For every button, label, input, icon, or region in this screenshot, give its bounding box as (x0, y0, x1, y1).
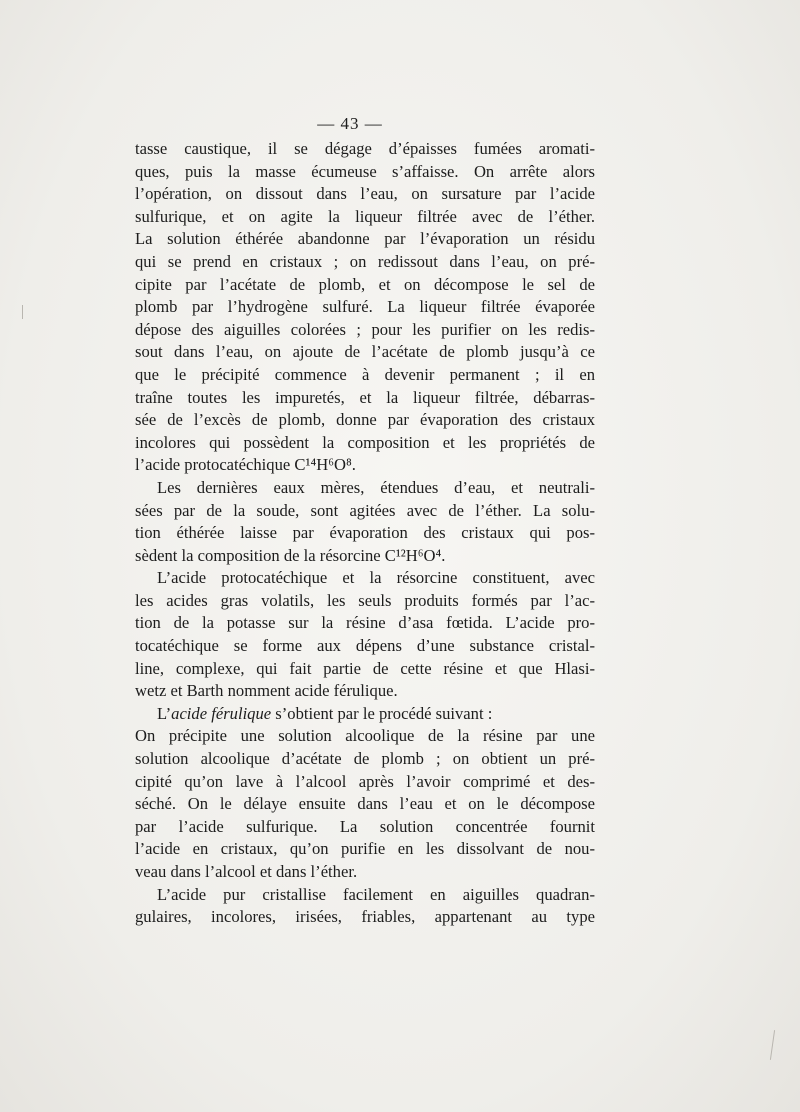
text-line: cipite par l’acétate de plomb, et on décompose le sel de (135, 274, 595, 294)
text-line: sée de l’excès de plomb, donne par évaporation des cristaux (135, 410, 595, 430)
text-line: par l’acide sulfurique. La solution concentrée fournit (135, 816, 595, 836)
margin-mark-right (770, 1030, 775, 1060)
text-line: traîne toutes les impuretés, et la liqueur filtrée, débarras- (135, 387, 595, 407)
text-line: cipité qu’on lave à l’alcool après l’avoir comprimé et des- (135, 771, 595, 791)
text-line: qui se prend en cristaux ; on redissout dans l’eau, on pré- (135, 251, 595, 271)
text-line: sées par de la soude, sont agitées avec de l’éther. La solu- (135, 500, 595, 520)
body-text (135, 138, 595, 929)
text-line: Les dernières eaux mères, étendues d’eau, et neutrali- (157, 477, 595, 497)
text-line: l’opération, on dissout dans l’eau, on sursature par l’acide (135, 184, 595, 204)
text-line: incolores qui possèdent la composition et les propriétés de (135, 432, 595, 452)
text-line: On précipite une solution alcoolique de la résine par une (135, 726, 595, 746)
text-line: les acides gras volatils, les seuls produits formés par l’ac- (135, 590, 595, 610)
text-line: ques, puis la masse écumeuse s’affaisse. On arrête alors (135, 161, 595, 181)
text-line: veau dans l’alcool et dans l’éther. (135, 862, 358, 881)
text-line: plomb par l’hydrogène sulfuré. La liqueur filtrée évaporée (135, 297, 595, 317)
text-line: tasse caustique, il se dégage d’épaisses fumées aromati- (135, 139, 595, 158)
text-line: L’acide protocatéchique et la résorcine constituent, avec (157, 568, 595, 588)
text-line: tion de la potasse sur la résine d’asa fœtida. L’acide pro- (135, 613, 595, 633)
text-line: tion éthérée laisse par évaporation des cristaux qui pos- (135, 523, 595, 543)
text-line: sout dans l’eau, on ajoute de l’acétate de plomb jusqu’à ce (135, 342, 595, 362)
text-line: sulfurique, et on agite la liqueur filtrée avec de l’éther. (135, 206, 595, 226)
text-line: l’acide en cristaux, qu’on purifie en les dissolvant de nou- (135, 839, 595, 859)
italic-term: acide férulique (171, 703, 272, 723)
text-line: séché. On le délaye ensuite dans l’eau et on le décompose (135, 794, 595, 814)
text-line: tocatéchique se forme aux dépens d’une substance cristal- (135, 636, 595, 656)
text-line: line, complexe, qui fait partie de cette résine et que Hlasi- (135, 658, 595, 678)
text-line: sèdent la composition de la résorcine C¹²H⁶O⁴. (135, 545, 446, 565)
margin-mark-left (22, 305, 23, 319)
text-line: dépose des aiguilles colorées ; pour les purifier on les redis- (135, 319, 595, 339)
text-line: que le précipité commence à devenir permanent ; il en (135, 364, 595, 384)
text-line: L’acide pur cristallise facilement en aiguilles quadran- (157, 884, 595, 904)
text-line: La solution éthérée abandonne par l’évaporation un résidu (135, 229, 595, 249)
text-line: gulaires, incolores, irisées, friables, appartenant au type (135, 907, 595, 927)
text-line: l’acide protocatéchique C¹⁴H⁶O⁸. (135, 455, 356, 475)
text-line: solution alcoolique d’acétate de plomb ; on obtient un pré- (135, 749, 595, 769)
text-line-with-italic: L’acide férulique s’obtient par le procédé suivant : (157, 703, 493, 723)
page-number: — 43 — (317, 114, 383, 133)
text-line: wetz et Barth nomment acide férulique. (135, 681, 398, 701)
